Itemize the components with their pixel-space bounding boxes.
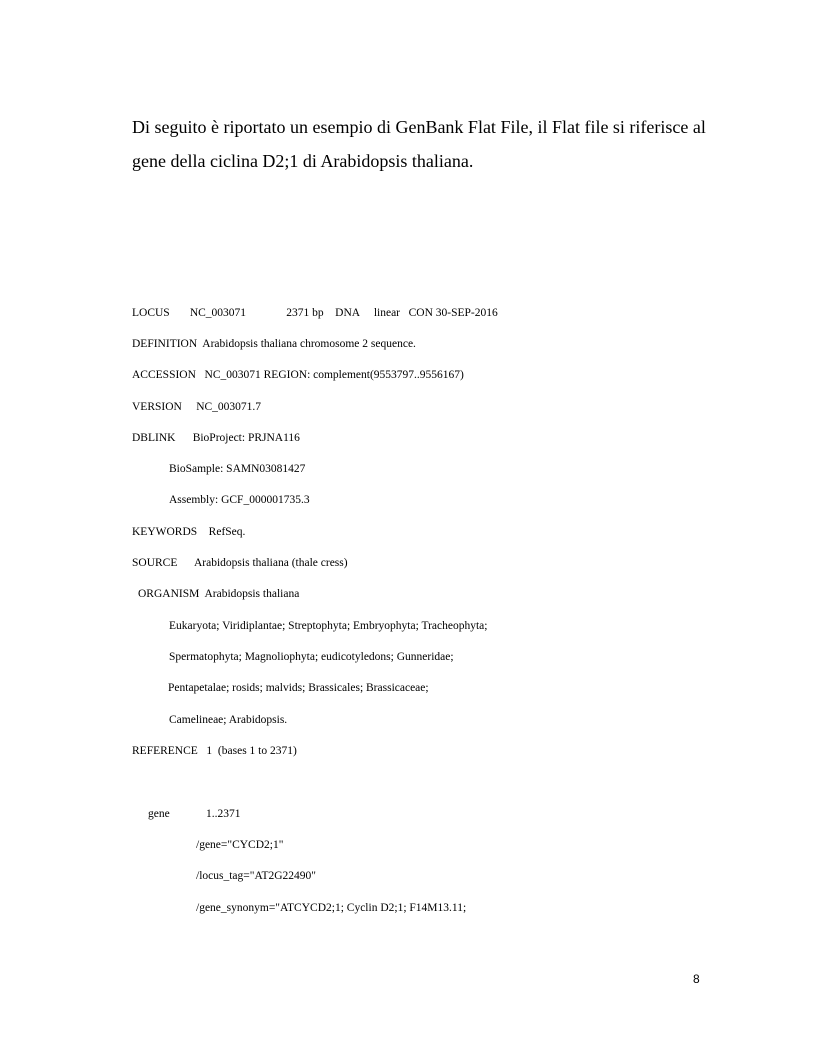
qualifier-line: /gene_synonym="ATCYCD2;1; Cyclin D2;1; F14M13.11;	[196, 902, 467, 914]
lineage-line: Eukaryota; Viridiplantae; Streptophyta; Embryophyta; Tracheophyta;	[169, 620, 488, 632]
lineage-line: Spermatophyta; Magnoliophyta; eudicotyledons; Gunneridae;	[169, 651, 454, 663]
locus-line: LOCUS NC_003071 2371 bp DNA linear CON 30-SEP-2016	[132, 307, 498, 319]
dblink-line: DBLINK BioProject: PRJNA116	[132, 432, 300, 444]
lineage-line: Camelineae; Arabidopsis.	[169, 714, 288, 726]
feature-location: 1..2371	[206, 808, 241, 820]
intro-paragraph: Di seguito è riportato un esempio di GenBank Flat File, il Flat file si riferisce al gene della ciclina D2;1 di Arabidopsis thaliana.	[132, 117, 706, 171]
accession-line: ACCESSION NC_003071 REGION: complement(9553797..9556167)	[132, 369, 464, 381]
keywords-line: KEYWORDS RefSeq.	[132, 526, 246, 538]
feature-key: gene	[148, 808, 170, 820]
dblink-biosample-line: BioSample: SAMN03081427	[169, 463, 306, 475]
source-line: SOURCE Arabidopsis thaliana (thale cress)	[132, 557, 348, 569]
genbank-flat-file	[132, 0, 732, 1056]
qualifier-line: /locus_tag="AT2G22490"	[196, 870, 317, 882]
organism-line: ORGANISM Arabidopsis thaliana	[138, 588, 300, 600]
page-number: 8	[693, 972, 700, 986]
dblink-assembly-line: Assembly: GCF_000001735.3	[169, 494, 310, 506]
reference-line: REFERENCE 1 (bases 1 to 2371)	[132, 745, 297, 757]
lineage-line: Pentapetalae; rosids; malvids; Brassicales; Brassicaceae;	[168, 682, 429, 694]
version-line: VERSION NC_003071.7	[132, 401, 262, 413]
definition-line: DEFINITION Arabidopsis thaliana chromosome 2 sequence.	[132, 338, 416, 350]
qualifier-line: /gene="CYCD2;1"	[196, 839, 284, 851]
